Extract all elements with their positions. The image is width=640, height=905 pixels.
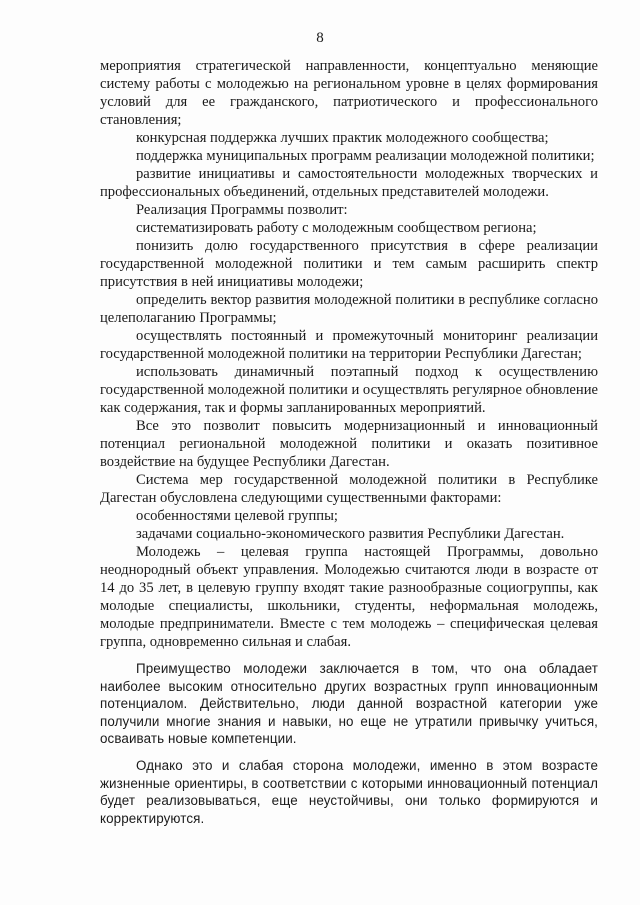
paragraph-5: Реализация Программы позволит: xyxy=(136,202,348,218)
paragraph-9: осуществлять постоянный и промежуточный мониторинг реализации государственной молодежной политики на территории Республики Дагестан; xyxy=(100,328,598,362)
paragraph-15: Молодежь – целевая группа настоящей Программы, довольно неоднородный объект управления. Молодежью считаются люди в возрасте от 14 до 35 лет, в целевую группу входят такие разнообразные социогруппы, как молодые специалисты, школьники, студенты, неформальная молодежь, молодые предприниматели. Вместе с тем молодежь – специфическая целевая группа, одновременно сильная и слабая. xyxy=(100,544,598,650)
paragraph-16: Преимущество молодежи заключается в том, что она обладает наиболее высоким относительно других возрастных групп инновационным потенциалом. Действительно, люди данной возрастной категории уже получили многие знания и навыки, но еще не утратили привычку учиться, осваивать новые компетенции. xyxy=(100,661,598,747)
paragraph-2: конкурсная поддержка лучших практик молодежного сообщества; xyxy=(136,130,549,146)
paragraph-spacer xyxy=(100,651,598,660)
paragraph-spacer xyxy=(100,748,598,757)
page-number: 8 xyxy=(316,30,324,46)
paragraph-12: Система мер государственной молодежной политики в Республике Дагестан обусловлена следующими существенными факторами: xyxy=(100,472,598,506)
paragraph-13: особенностями целевой группы; xyxy=(136,508,338,524)
paragraph-8: определить вектор развития молодежной политики в республике согласно целеполаганию Программы; xyxy=(100,292,598,326)
document-body xyxy=(100,57,598,827)
paragraph-14: задачами социально-экономического развития Республики Дагестан. xyxy=(136,526,565,542)
paragraph-17: Однако это и слабая сторона молодежи, именно в этом возрасте жизненные ориентиры, в соответствии с которыми инновационный потенциал будет реализовываться, еще неустойчивы, они только формируются и корректируются. xyxy=(100,757,598,826)
paragraph-6: систематизировать работу с молодежным сообществом региона; xyxy=(136,220,537,236)
paragraph-10: использовать динамичный поэтапный подход к осуществлению государственной молодежной политики и осуществлять регулярное обновление как содержания, так и формы запланированных мероприятий. xyxy=(100,364,598,416)
paragraph-1: мероприятия стратегической направленности, концептуально меняющие систему работы с молодежью на региональном уровне в целях формирования условий для ее гражданского, патриотического и профессионального становления; xyxy=(100,58,598,128)
paragraph-7: понизить долю государственного присутствия в сфере реализации государственной молодежной политики и тем самым расширить спектр присутствия в ней инициативы молодежи; xyxy=(100,238,598,290)
paragraph-11: Все это позволит повысить модернизационный и инновационный потенциал региональной молодежной политики и оказать позитивное воздействие на будущее Республики Дагестан. xyxy=(100,418,598,470)
paragraph-3: поддержка муниципальных программ реализации молодежной политики; xyxy=(136,148,595,164)
paragraph-4: развитие инициативы и самостоятельности молодежных творческих и профессиональных объединений, отдельных представителей молодежи. xyxy=(100,166,598,200)
